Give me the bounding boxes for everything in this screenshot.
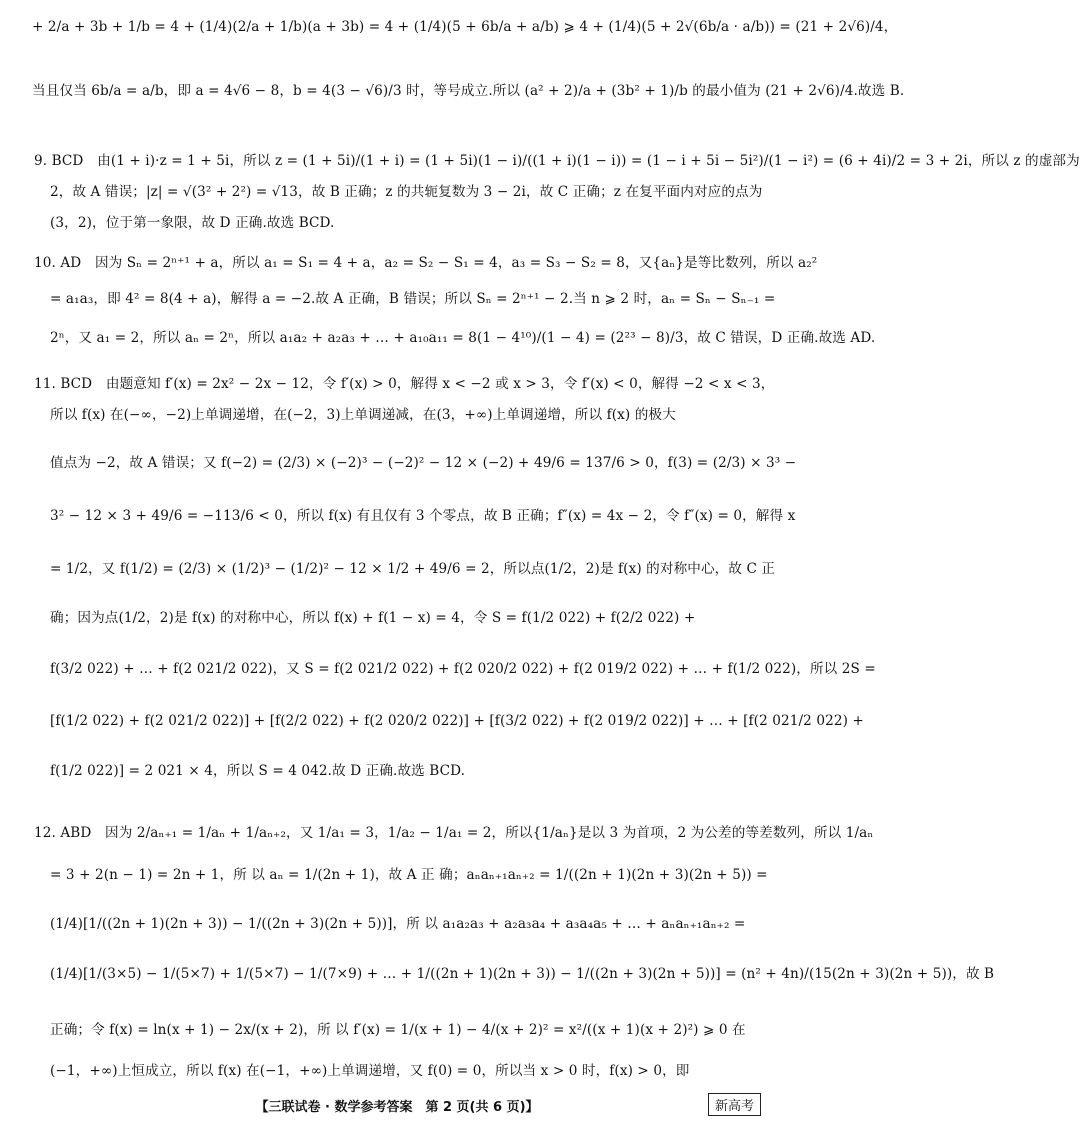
text-line: f(3/2 022) + … + f(2 021/2 022)，又 S = f(2 021/2 022) + f(2 020/2 022) + f(2 019/2 022) + … + f(1/2 022)，所以 2S = xyxy=(50,661,876,677)
text-line: (3，2)，位于第一象限，故 D 正确.故选 BCD. xyxy=(50,215,335,231)
text-line: 正确；令 f(x) = ln(x + 1) − 2x/(x + 2)，所 以 f′(x) = 1/(x + 1) − 4/(x + 2)² = x²/((x + 1)(x + 2)²) ⩾ 0 在 xyxy=(50,1022,746,1038)
text-line: 所以 f(x) 在(−∞，−2)上单调递增，在(−2，3)上单调递减，在(3，+∞)上单调递增，所以 f(x) 的极大 xyxy=(50,407,676,423)
problem-11-line: 11. BCD 由题意知 f′(x) = 2x² − 2x − 12，令 f′(x) > 0，解得 x < −2 或 x > 3，令 f′(x) < 0，解得 −2 < x < 3， xyxy=(34,376,775,392)
text-line: 当且仅当 6b/a = a/b，即 a = 4√6 − 8，b = 4(3 − √6)/3 时，等号成立.所以 (a² + 2)/a + (3b² + 1)/b 的最小值为 (21 + 2√6)/4.故选 B. xyxy=(32,83,905,99)
text-line: 2ⁿ，又 a₁ = 2，所以 aₙ = 2ⁿ，所以 a₁a₂ + a₂a₃ + … + a₁₀a₁₁ = 8(1 − 4¹⁰)/(1 − 4) = (2²³ − 8)/3，故 C 错误，D 正确.故选 AD. xyxy=(50,330,876,346)
exam-badge: 新高考 xyxy=(708,1093,761,1116)
text-line: 值点为 −2，故 A 错误；又 f(−2) = (2/3) × (−2)³ − (−2)² − 12 × (−2) + 49/6 = 137/6 > 0，f(3) = (2/3) × 3³ − xyxy=(50,455,797,471)
text-line: 确；因为点(1/2，2)是 f(x) 的对称中心，所以 f(x) + f(1 − x) = 4，令 S = f(1/2 022) + f(2/2 022) + xyxy=(50,610,696,626)
text-line: [f(1/2 022) + f(2 021/2 022)] + [f(2/2 022) + f(2 020/2 022)] + [f(3/2 022) + f(2 019/2 022)] + … + [f(2 021/2 022) + xyxy=(50,713,864,729)
footer-title: 【三联试卷 · 数学参考答案 第 2 页(共 6 页)】 xyxy=(255,1100,539,1115)
text-line: = a₁a₃，即 4² = 8(4 + a)，解得 a = −2.故 A 正确，B 错误；所以 Sₙ = 2ⁿ⁺¹ − 2.当 n ⩾ 2 时，aₙ = Sₙ − Sₙ₋₁ = xyxy=(50,291,776,307)
text-line: 3² − 12 × 3 + 49/6 = −113/6 < 0，所以 f(x) 有且仅有 3 个零点，故 B 正确；f″(x) = 4x − 2，令 f″(x) = 0，解得 x xyxy=(50,508,796,524)
text-line: f(1/2 022)] = 2 021 × 4，所以 S = 4 042.故 D 正确.故选 BCD. xyxy=(50,763,466,779)
text-line: + 2/a + 3b + 1/b = 4 + (1/4)(2/a + 1/b)(a + 3b) = 4 + (1/4)(5 + 6b/a + a/b) ⩾ 4 + (1/4)(5 + 2√(6b/a · a/b)) = (21 + 2√6)/4， xyxy=(32,19,898,35)
text-line: (−1，+∞)上恒成立，所以 f(x) 在(−1，+∞)上单调递增，又 f(0) = 0，所以当 x > 0 时，f(x) > 0，即 xyxy=(50,1063,690,1079)
text-line: = 1/2，又 f(1/2) = (2/3) × (1/2)³ − (1/2)² − 12 × 1/2 + 49/6 = 2，所以点(1/2，2)是 f(x) 的对称中心，故 C 正 xyxy=(50,561,776,577)
text-line: (1/4)[1/(3×5) − 1/(5×7) + 1/(5×7) − 1/(7×9) + … + 1/((2n + 1)(2n + 3)) − 1/((2n + 3)(2n + 5))] = (n² + 4n)/(15(2n + 3)(2n + 5))，故 B xyxy=(50,966,995,982)
problem-9-line: 9. BCD 由(1 + i)·z = 1 + 5i，所以 z = (1 + 5i)/(1 + i) = (1 + 5i)(1 − i)/((1 + i)(1 − i)) = (1 − i + 5i − 5i²)/(1 − i²) = (6 + 4i)/2 = 3 + 2i，所以 z 的虚部为 xyxy=(34,153,1080,169)
problem-10-line: 10. AD 因为 Sₙ = 2ⁿ⁺¹ + a，所以 a₁ = S₁ = 4 + a，a₂ = S₂ − S₁ = 4，a₃ = S₃ − S₂ = 8，又{aₙ}是等比数列，所以 a₂² xyxy=(34,255,818,271)
text-line: (1/4)[1/((2n + 1)(2n + 3)) − 1/((2n + 3)(2n + 5))]，所 以 a₁a₂a₃ + a₂a₃a₄ + a₃a₄a₅ + … + aₙaₙ₊₁aₙ₊₂ = xyxy=(50,916,746,932)
text-line: 2，故 A 错误；|z| = √(3² + 2²) = √13，故 B 正确；z 的共轭复数为 3 − 2i，故 C 正确；z 在复平面内对应的点为 xyxy=(50,184,763,200)
page-footer xyxy=(0,1093,794,1117)
text-line: = 3 + 2(n − 1) = 2n + 1，所 以 aₙ = 1/(2n + 1)，故 A 正 确；aₙaₙ₊₁aₙ₊₂ = 1/((2n + 1)(2n + 3)(2n + 5)) = xyxy=(50,867,768,883)
problem-12-line: 12. ABD 因为 2/aₙ₊₁ = 1/aₙ + 1/aₙ₊₂，又 1/a₁ = 3，1/a₂ − 1/a₁ = 2，所以{1/aₙ}是以 3 为首项，2 为公差的等差数列，所以 1/aₙ xyxy=(34,825,874,841)
